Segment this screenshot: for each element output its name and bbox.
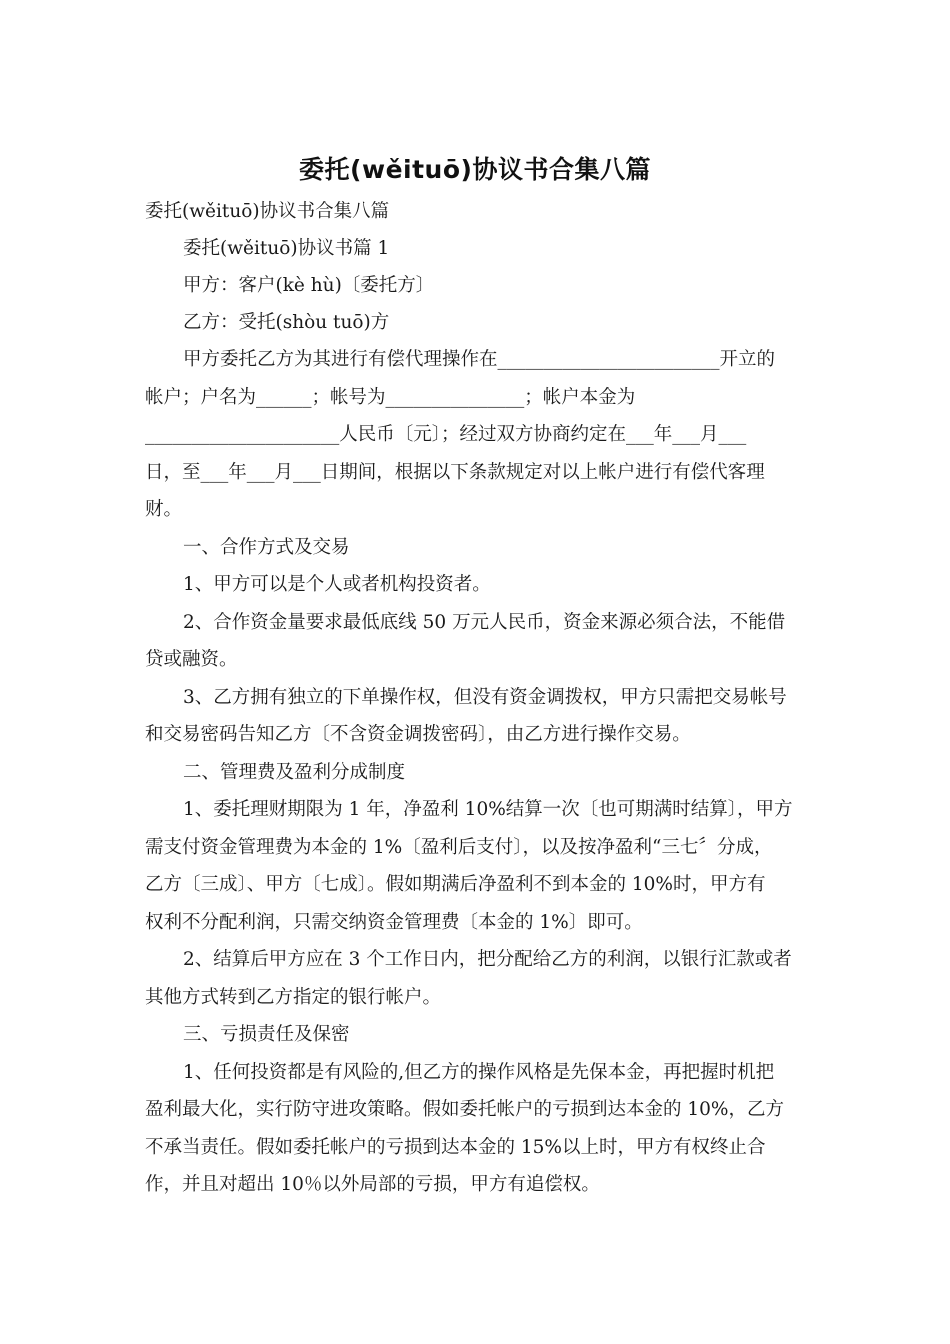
clause-line: 和交易密码告知乙方〔不含资金调拨密码〕，由乙方进行操作交易。 [145,724,691,745]
clause-line: 权利不分配利润，只需交纳资金管理费〔本金的 1%〕即可。 [145,912,643,933]
paragraph-line: 日，至___年___月___日期间，根据以下条款规定对以上帐户进行有偿代客理 [145,462,765,483]
clause-heading: 一、合作方式及交易 [183,537,350,558]
clause-line: 需支付资金管理费为本金的 1%〔盈利后支付〕，以及按净盈利“三七〞分成， [145,837,773,858]
clause-line: 乙方〔三成〕、甲方〔七成〕。假如期满后净盈利不到本金的 10%时，甲方有 [145,874,766,895]
clause-line: 作，并且对超出 10％以外局部的亏损，甲方有追偿权。 [145,1174,600,1195]
clause-line: 1、任何投资都是有风险的,但乙方的操作风格是先保本金，再把握时机把 [183,1062,775,1083]
document-title: 委托(wěituō)协议书合集八篇 [299,155,651,184]
clause-line: 盈利最大化，实行防守进攻策略。假如委托帐户的亏损到达本金的 10%，乙方 [145,1099,785,1120]
section-heading: 委托(wěituō)协议书篇 1 [183,238,390,259]
party-b-line: 乙方：受托(shòu tuō)方 [183,312,390,333]
paragraph-line: 甲方委托乙方为其进行有偿代理操作在________________________开立的 [183,349,776,370]
paragraph-line: 财。 [145,499,183,520]
paragraph-line: _____________________人民币〔元〕；经过双方协商约定在___年___月___ [145,424,747,445]
clause-heading: 三、亏损责任及保密 [183,1024,350,1045]
clause-line: 贷或融资。 [145,649,238,670]
clause-line: 不承当责任。假如委托帐户的亏损到达本金的 15%以上时，甲方有权终止合 [145,1137,766,1158]
clause-line: 2、合作资金量要求最低底线 50 万元人民币，资金来源必须合法，不能借 [183,612,786,633]
clause-line: 1、甲方可以是个人或者机构投资者。 [183,574,491,595]
clause-line: 3、乙方拥有独立的下单操作权，但没有资金调拨权，甲方只需把交易帐号 [183,687,787,708]
clause-line: 其他方式转到乙方指定的银行帐户。 [145,987,442,1008]
paragraph-line: 帐户；户名为______；帐号为_______________；帐户本金为 [145,387,636,408]
clause-heading: 二、管理费及盈利分成制度 [183,762,406,783]
party-a-line: 甲方：客户(kè hù)〔委托方〕 [183,275,435,296]
clause-line: 2、结算后甲方应在 3 个工作日内，把分配给乙方的利润，以银行汇款或者 [183,949,792,970]
clause-line: 1、委托理财期限为 1 年，净盈利 10%结算一次〔也可期满时结算〕，甲方 [183,799,793,820]
subtitle-line: 委托(wěituō)协议书合集八篇 [145,201,390,222]
